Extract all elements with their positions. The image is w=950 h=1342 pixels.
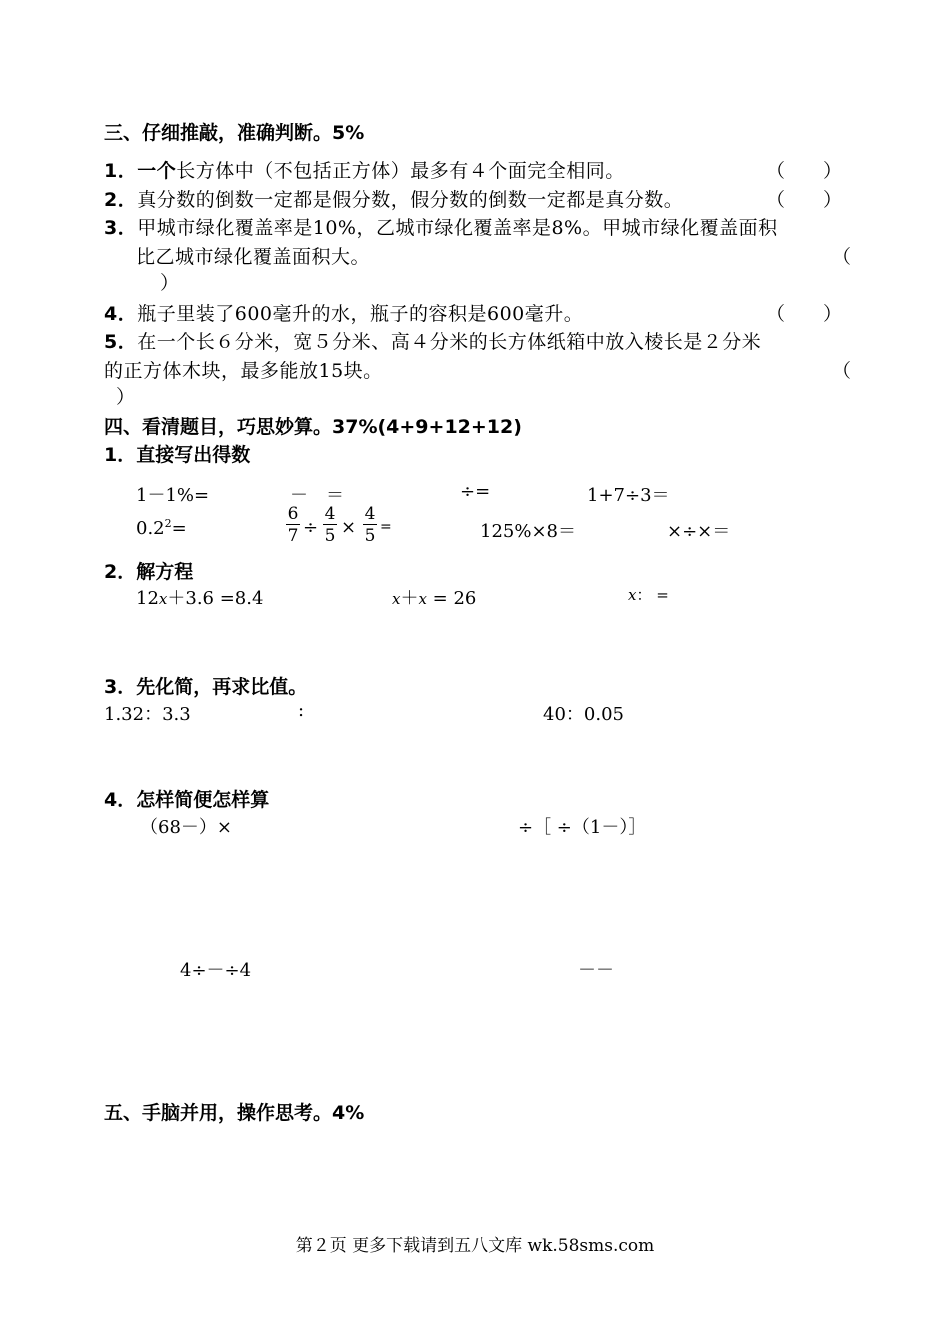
calc-1-2: － ＝ — [290, 485, 344, 506]
equation-2 — [392, 584, 476, 610]
question-5-text-line2: 的正方体木块，最多能放15块。 — [104, 360, 383, 382]
fraction-4-5-a-numerator: 4 — [324, 504, 336, 524]
calc-1-3: ÷= — [460, 481, 491, 502]
question-3-text: 甲城市绿化覆盖率是10%，乙城市绿化覆盖率是8%。甲城市绿化覆盖面积 — [137, 217, 778, 239]
sub3-title: 3．先化简，再求比值。 — [104, 676, 308, 698]
calc-op-divide: ÷ — [303, 517, 319, 538]
simplify-2: ÷［ ÷（1－）］ — [518, 817, 647, 838]
question-5-text: 在一个长６分米，宽５分米、高４分米的长方体纸箱中放入棱长是２分米 — [137, 331, 762, 353]
fraction-4-5-b-numerator: 4 — [364, 504, 376, 524]
fraction-6-7 — [285, 504, 301, 547]
question-1-bold: 一个 — [137, 160, 177, 182]
question-4-text: 瓶子里装了600毫升的水，瓶子的容积是600毫升。 — [137, 303, 584, 325]
question-4-answer-paren[interactable]: （ ） — [766, 303, 843, 325]
calc-1-4: 1+7÷3＝ — [587, 485, 670, 506]
calc-2-1-equals: = — [171, 518, 187, 539]
question-3-paren-close[interactable]: ） — [160, 272, 180, 294]
page-footer: 第２页 更多下载请到五八文库 wk.58sms.com — [295, 1236, 655, 1256]
equation-1-coef: 12 — [136, 588, 159, 609]
question-1-answer-paren[interactable]: （ ） — [766, 160, 843, 182]
calc-2-1-exponent: 2 — [164, 517, 172, 530]
equation-2-plus: ＋ — [400, 588, 419, 609]
fraction-6-7-numerator: 6 — [287, 504, 299, 524]
simplify-1: （68－）× — [140, 817, 232, 838]
fraction-4-5-b-denominator: 5 — [364, 526, 376, 546]
equation-3-rest: ： = — [636, 586, 669, 604]
question-1-number: 1． — [104, 160, 138, 182]
calc-2-1 — [136, 517, 187, 539]
question-3 — [104, 213, 778, 240]
question-4-number: 4． — [104, 303, 138, 325]
sub4-title: 4．怎样简便怎样算 — [104, 789, 270, 811]
question-2-number: 2． — [104, 189, 138, 211]
question-5-paren-close[interactable]: ） — [116, 386, 136, 408]
simplify-3: 4÷－÷4 — [180, 960, 252, 981]
question-3-paren-open[interactable]: （ — [832, 246, 852, 268]
equation-1 — [136, 584, 263, 610]
sub2-title: 2．解方程 — [104, 561, 194, 583]
equation-2-var-a: x — [392, 590, 401, 608]
calc-2-4: ×÷×＝ — [667, 521, 731, 542]
calc-op-multiply: × — [341, 517, 357, 538]
question-2-text: 真分数的倒数一定都是假分数，假分数的倒数一定都是真分数。 — [137, 189, 684, 211]
question-5-paren-open[interactable]: （ — [832, 360, 852, 382]
ratio-1: 1.32：3.3 — [104, 704, 191, 725]
question-2 — [104, 185, 683, 212]
calc-2-1-base: 0.2 — [136, 518, 165, 539]
question-3-number: 3． — [104, 217, 138, 239]
simplify-4: －－ — [578, 960, 614, 981]
fraction-4-5-b — [362, 504, 378, 547]
section4-heading: 四、看清题目，巧思妙算。37%(4+9+12+12) — [104, 416, 522, 438]
question-3-text-line2: 比乙城市绿化覆盖面积大。 — [136, 246, 371, 268]
equation-1-rest: ＋3.6 =8.4 — [167, 588, 264, 609]
question-4 — [104, 299, 583, 326]
question-5 — [104, 327, 761, 354]
equation-3-var: x — [628, 586, 637, 604]
calc-2-3: 125%×8＝ — [480, 521, 576, 542]
calc-2-2-equals: = — [380, 519, 392, 535]
question-1 — [104, 156, 625, 183]
fraction-4-5-a-denominator: 5 — [324, 526, 336, 546]
equation-1-var: x — [158, 590, 168, 608]
question-1-text: 长方体中（不包括正方体）最多有４个面完全相同。 — [176, 160, 625, 182]
section5-heading: 五、手脑并用，操作思考。4% — [104, 1102, 365, 1124]
sub1-title: 1．直接写出得数 — [104, 444, 251, 466]
equation-2-var-b: x — [418, 590, 427, 608]
ratio-3: 40：0.05 — [543, 704, 624, 725]
question-2-answer-paren[interactable]: （ ） — [766, 189, 843, 211]
calc-1-1: 1－1%= — [136, 485, 210, 506]
ratio-2: : — [298, 700, 305, 721]
question-5-number: 5． — [104, 331, 138, 353]
equation-2-rest: = 26 — [426, 588, 477, 609]
fraction-4-5-a — [322, 504, 338, 547]
equation-3 — [628, 584, 669, 605]
fraction-6-7-denominator: 7 — [287, 526, 299, 546]
section3-heading: 三、仔细推敲，准确判断。5% — [104, 122, 365, 144]
